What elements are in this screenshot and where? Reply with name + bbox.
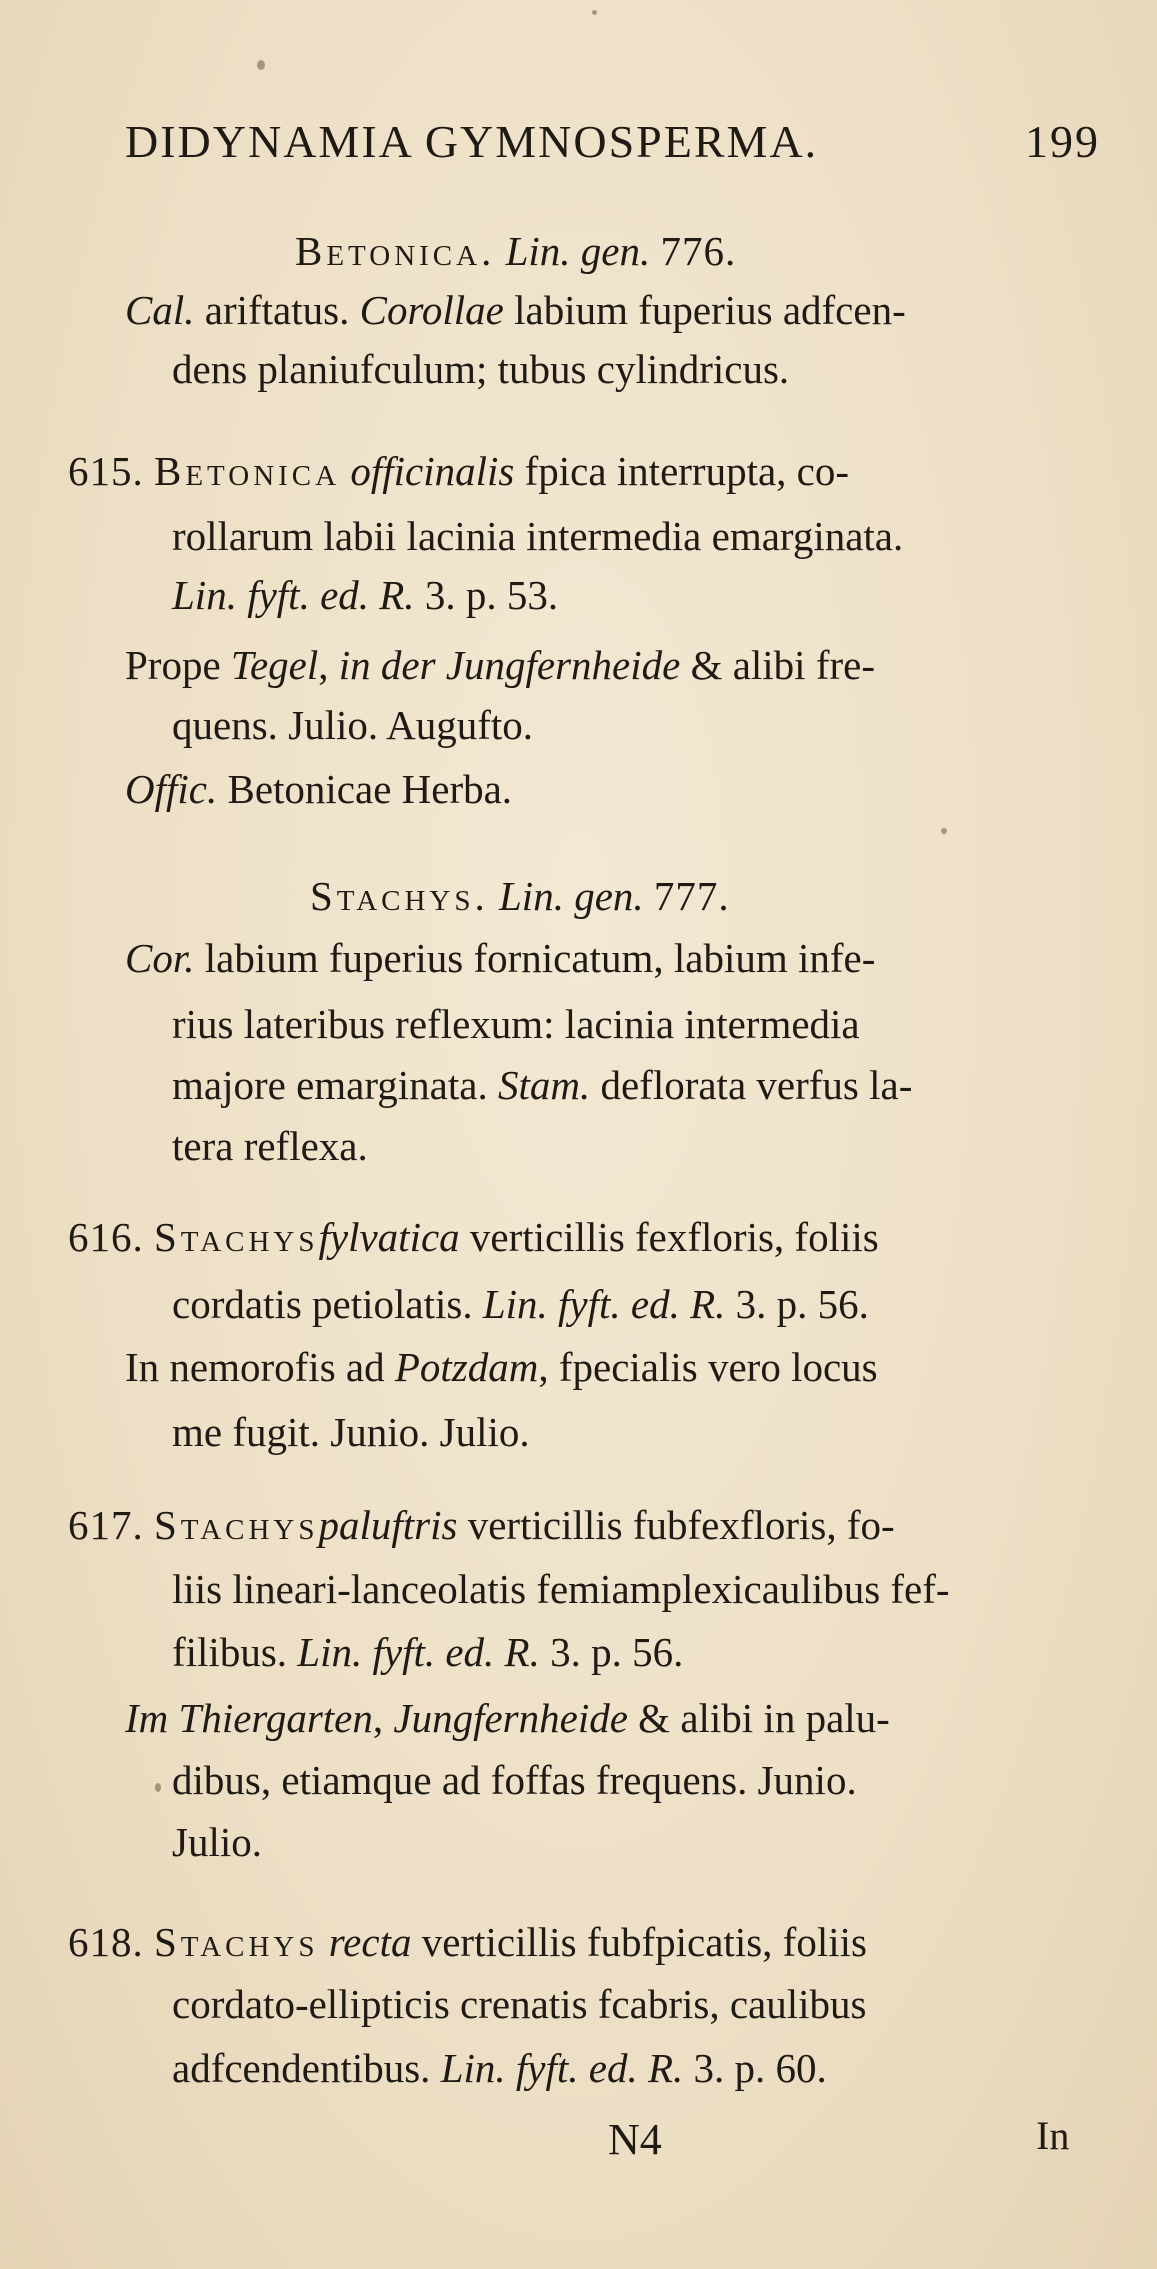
entry-reference — [172, 1276, 869, 1332]
habitat-line — [125, 1690, 890, 1746]
text: Prope — [125, 642, 231, 688]
reference-page: 3. p. 53. — [414, 572, 559, 618]
entry-reference — [172, 1624, 683, 1680]
place-name: in der Jungfernheide — [338, 642, 681, 688]
habitat-line: dibus, etiamque ad foffas frequens. Junio. — [172, 1757, 857, 1803]
term-corollae: Corollae — [359, 287, 504, 333]
text: Betonicae Herba. — [217, 766, 513, 812]
genus-name: Betonica — [154, 448, 341, 494]
officinal-line — [125, 761, 512, 817]
genus-ref-number: 776. — [660, 228, 737, 274]
reference-page: 3. p. 60. — [683, 2045, 827, 2091]
text: & alibi fre- — [680, 642, 875, 688]
abbrev-cal: Cal. — [125, 287, 195, 333]
place-name: Potzdam — [394, 1344, 539, 1390]
species-name: paluftris — [318, 1502, 458, 1548]
species-entry-616 — [68, 1209, 879, 1265]
entry-line: rollarum labii lacinia intermedia emarginata. — [172, 513, 904, 559]
flowering-line: Julio. — [172, 1819, 262, 1865]
place-name: Jungfernheide — [393, 1695, 628, 1741]
entry-line: cordato-ellipticis crenatis fcabris, caulibus — [172, 1981, 867, 2027]
reference-source: Lin. fyft. ed. R. — [482, 1281, 726, 1327]
paper-speck — [155, 1783, 161, 1792]
species-entry-617 — [68, 1497, 895, 1553]
reference-source: Lin. fyft. ed. R. — [440, 2045, 684, 2091]
species-name: officinalis — [350, 448, 515, 494]
entry-number: 615. — [68, 448, 144, 494]
text: deflorata verfus la- — [590, 1062, 913, 1108]
text: verticillis fexfloris, foliis — [459, 1214, 879, 1260]
entry-number: 618. — [68, 1919, 144, 1965]
habitat-line — [125, 1339, 878, 1395]
text: verticillis fubfpicatis, foliis — [411, 1919, 867, 1965]
catchword: In — [1036, 2113, 1070, 2158]
text: , — [372, 1695, 394, 1741]
running-head — [125, 112, 1100, 172]
genus-ref-number: 777. — [653, 873, 730, 919]
reference-page: 3. p. 56. — [725, 1281, 869, 1327]
text: fpica interrupta, co- — [514, 448, 850, 494]
place-name: Tegel — [230, 642, 319, 688]
paper-speck — [941, 828, 947, 834]
reference-source: Lin. fyft. ed. R. — [172, 572, 415, 618]
text: labium fuperius adfcen- — [503, 287, 906, 333]
text: majore emarginata. — [172, 1062, 498, 1108]
abbrev-stam: Stam. — [497, 1062, 591, 1108]
text: verticillis fubfexfloris, fo- — [457, 1502, 895, 1548]
text: , — [318, 642, 339, 688]
genus-description-line — [125, 282, 906, 338]
species-name: recta — [328, 1919, 412, 1965]
entry-reference — [172, 2040, 827, 2096]
flowering-line: me fugit. Junio. Julio. — [172, 1409, 530, 1455]
genus-heading-stachys — [310, 868, 730, 924]
text: In nemorofis ad — [125, 1344, 395, 1390]
genus-description-line: tera reflexa. — [172, 1123, 368, 1169]
reference-page: 3. p. 56. — [539, 1629, 684, 1675]
text: & alibi in palu- — [627, 1695, 890, 1741]
abbrev-cor: Cor. — [125, 935, 195, 981]
place-name: Im Thiergarten — [125, 1695, 373, 1741]
genus-name: Stachys — [154, 1919, 319, 1965]
habitat-line — [125, 637, 875, 693]
species-entry-615 — [68, 443, 849, 499]
entry-reference — [172, 567, 558, 623]
genus-description-line: rius lateribus reflexum: lacinia intermedia — [172, 1001, 860, 1047]
text: labium fuperius fornicatum, labium infe- — [194, 935, 876, 981]
genus-name: Stachys — [154, 1214, 319, 1260]
entry-line: liis lineari-lanceolatis femiamplexicaulibus fef- — [172, 1566, 950, 1612]
text: filibus. — [172, 1629, 298, 1675]
flowering-line: quens. Julio. Augufto. — [172, 702, 534, 748]
text: adfcendentibus. — [172, 2045, 441, 2091]
genus-ref: Lin. gen. — [499, 873, 644, 919]
text: ariftatus. — [194, 287, 360, 333]
running-head-title: DIDYNAMIA GYMNOSPERMA. — [125, 116, 819, 167]
genus-name: Betonica. — [295, 228, 496, 274]
genus-name: Stachys. — [310, 873, 489, 919]
paper-speck — [257, 60, 265, 70]
species-entry-618 — [68, 1914, 867, 1970]
genus-description-line — [125, 930, 875, 986]
genus-name: Stachys — [154, 1502, 319, 1548]
species-name: fylvatica — [318, 1214, 460, 1260]
genus-heading-betonica — [295, 223, 736, 279]
genus-ref: Lin. gen. — [505, 228, 651, 274]
genus-description-line — [172, 1057, 912, 1113]
abbrev-offic: Offic. — [125, 766, 218, 812]
genus-description-line: dens planiufculum; tubus cylindricus. — [172, 346, 790, 392]
entry-number: 617. — [68, 1502, 144, 1548]
page-number: 199 — [1025, 116, 1100, 167]
paper-speck — [592, 10, 597, 15]
text: cordatis petiolatis. — [172, 1281, 483, 1327]
entry-number: 616. — [68, 1214, 144, 1260]
reference-source: Lin. fyft. ed. R. — [297, 1629, 540, 1675]
text: , fpecialis vero locus — [538, 1344, 878, 1390]
signature-mark: N4 — [608, 2115, 662, 2164]
